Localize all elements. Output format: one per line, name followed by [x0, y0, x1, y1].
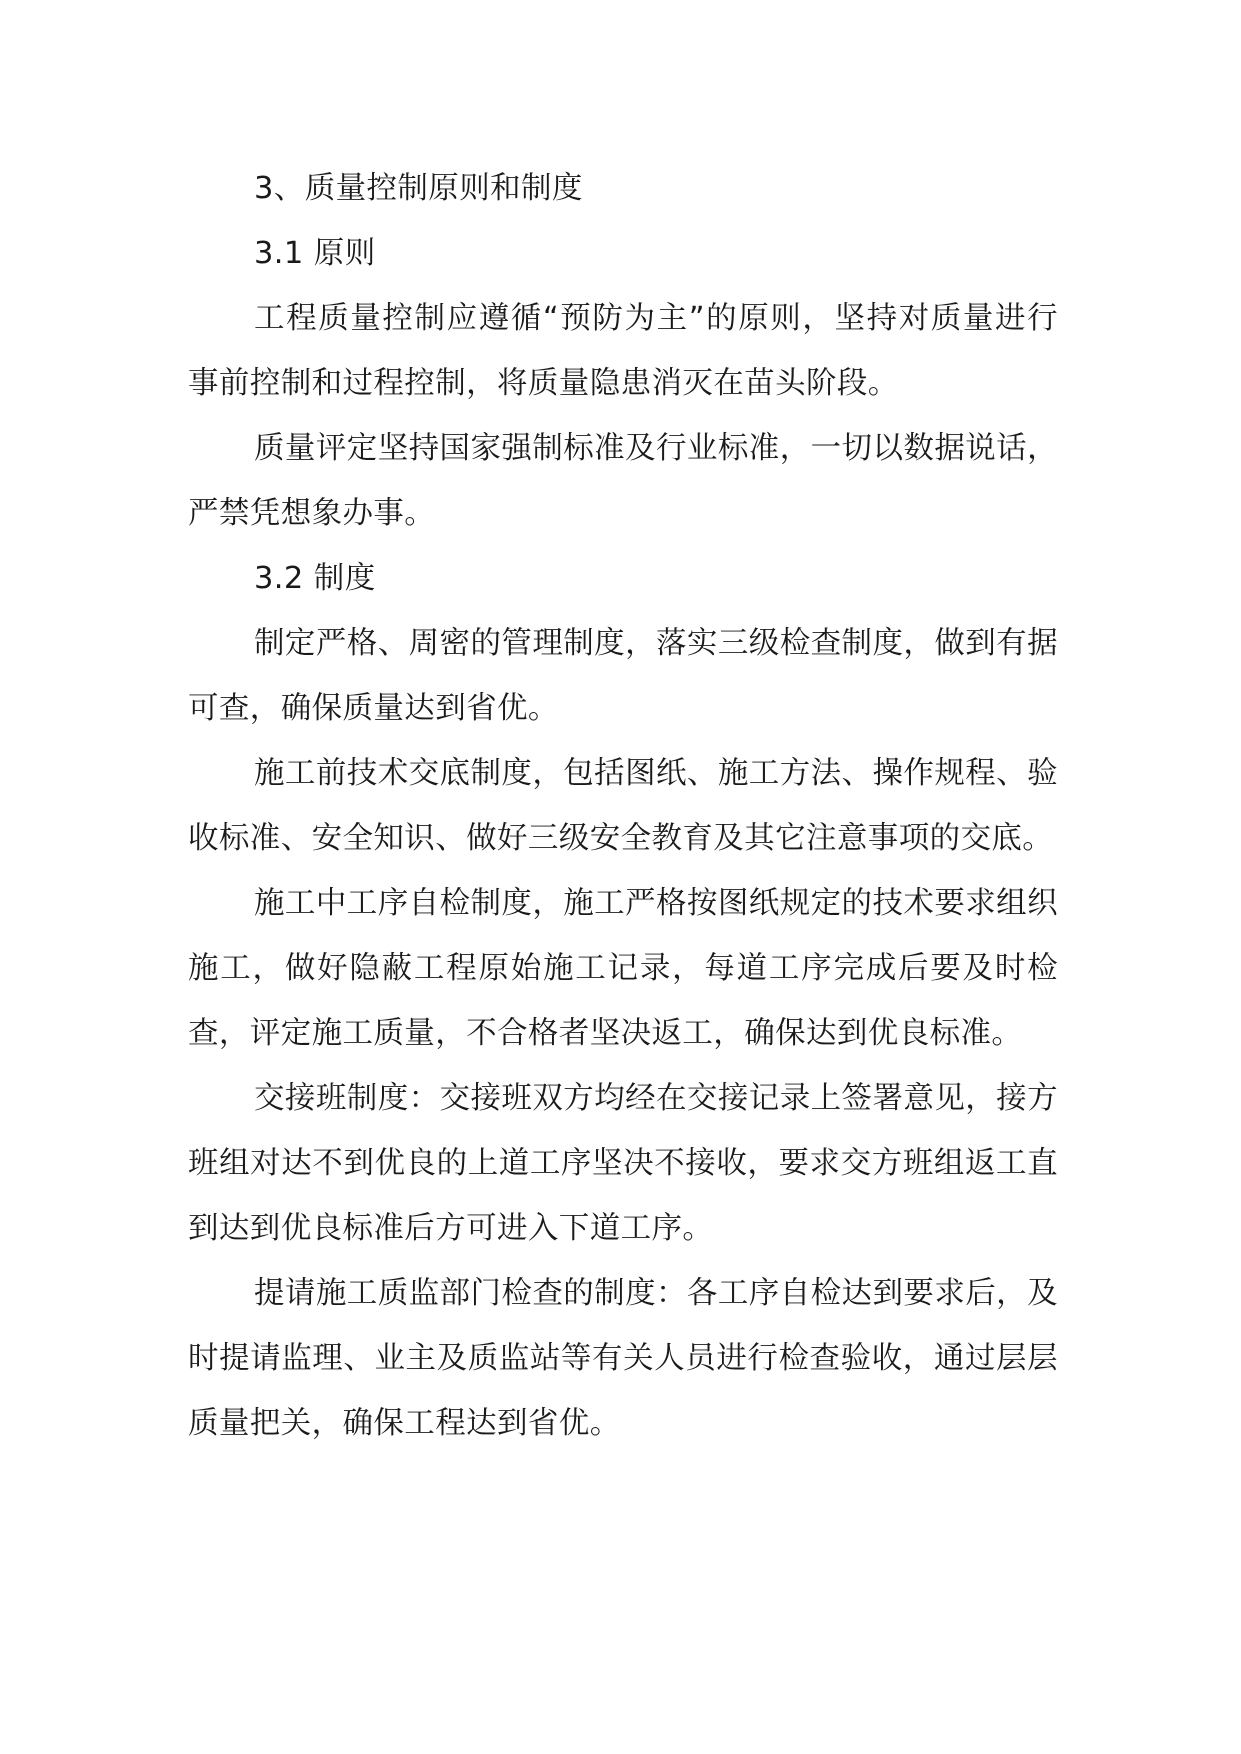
section-title: 3、质量控制原则和制度 [254, 171, 583, 206]
paragraph-system-4: 交接班制度：交接班双方均经在交接记录上签署意见，接方班组对达不到优良的上道工序坚决不接收，要求交方班组返工直到达到优良标准后方可进入下道工序。 [188, 1081, 1058, 1246]
paragraph-principle-2: 质量评定坚持国家强制标准及行业标准，一切以数据说话，严禁凭想象办事。 [188, 431, 1058, 531]
paragraph-system-5: 提请施工质监部门检查的制度：各工序自检达到要求后，及时提请监理、业主及质监站等有关人员进行检查验收，通过层层质量把关，确保工程达到省优。 [188, 1276, 1058, 1441]
paragraph-principle-1: 工程质量控制应遵循“预防为主”的原则，坚持对质量进行事前控制和过程控制，将质量隐患消灭在苗头阶段。 [188, 301, 1058, 401]
subsection-title-principles: 3.1 原则 [254, 236, 376, 271]
paragraph-system-1: 制定严格、周密的管理制度，落实三级检查制度，做到有据可查，确保质量达到省优。 [188, 626, 1058, 726]
document-body [188, 156, 1058, 1456]
paragraph-system-3: 施工中工序自检制度，施工严格按图纸规定的技术要求组织施工，做好隐蔽工程原始施工记录，每道工序完成后要及时检查，评定施工质量，不合格者坚决返工，确保达到优良标准。 [188, 886, 1058, 1051]
paragraph-system-2: 施工前技术交底制度，包括图纸、施工方法、操作规程、验收标准、安全知识、做好三级安全教育及其它注意事项的交底。 [188, 756, 1058, 856]
subsection-title-systems: 3.2 制度 [254, 561, 376, 596]
